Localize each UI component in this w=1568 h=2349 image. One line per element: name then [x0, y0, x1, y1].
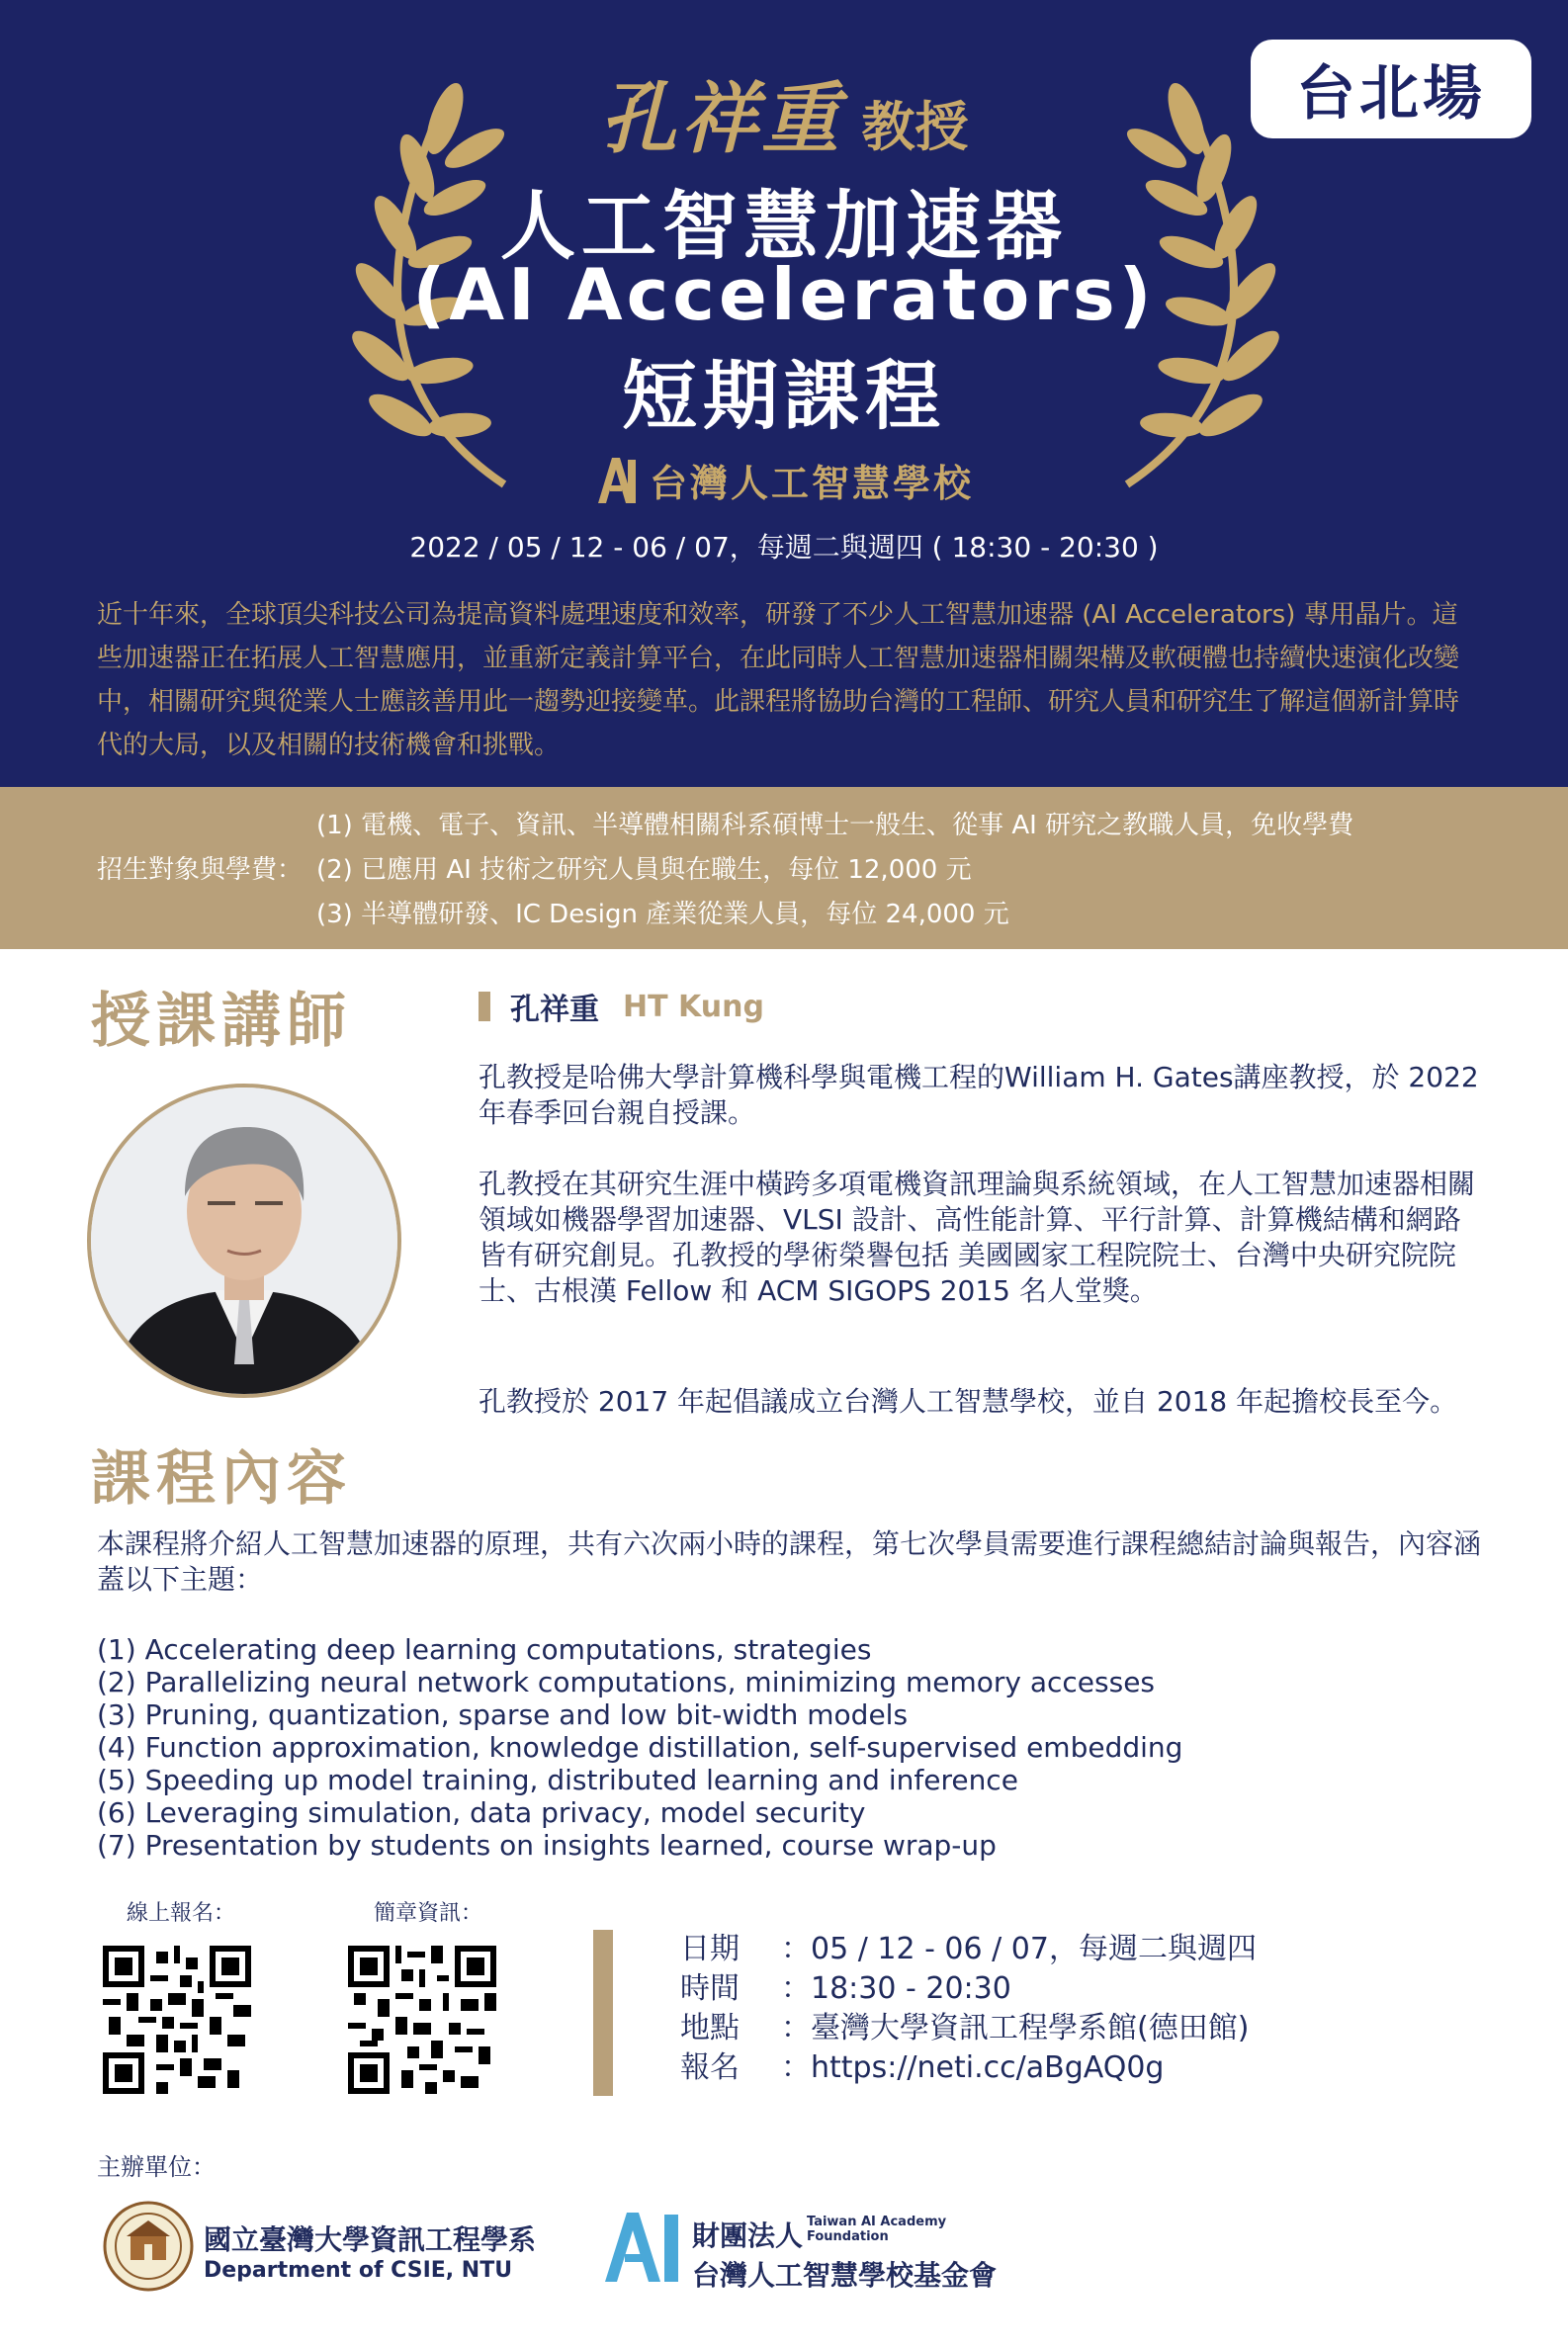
topic-item: (7) Presentation by students on insights learned, course wrap-up — [97, 1829, 997, 1862]
course-title-line3: 短期課程 — [622, 352, 946, 440]
instructor-name-cn: 孔祥重 — [510, 993, 599, 1027]
foundation-name-en-line1: Taiwan AI Academy — [807, 2215, 947, 2229]
foundation-name-cn-prefix: 財團法人 — [692, 2219, 804, 2252]
info-row-location — [680, 2009, 1257, 2048]
course-title-line2: (AI Accelerators) — [412, 253, 1156, 336]
professor-name: 孔祥重 — [599, 74, 843, 164]
course-section-title: 課程內容 — [91, 1444, 352, 1514]
registration-qr-code-icon[interactable] — [103, 1946, 251, 2094]
info-value: ：臺灣大學資訊工程學系館(德田館) — [781, 2011, 1250, 2045]
topic-item: (6) Leveraging simulation, data privacy, model security — [97, 1796, 866, 1829]
info-row-date — [680, 1930, 1257, 1969]
info-row-registration — [680, 2048, 1257, 2088]
registration-link[interactable]: ：https://neti.cc/aBgAQ0g — [781, 2050, 1165, 2085]
organizers-label: 主辦單位： — [97, 2153, 216, 2181]
foundation-name-cn: 台灣人工智慧學校基金會 — [692, 2259, 998, 2292]
admission-item: (2) 已應用 AI 技術之研究人員與在職生，每位 12,000 元 — [316, 855, 972, 885]
instructor-name-en: HT Kung — [623, 989, 764, 1024]
topic-item: (1) Accelerating deep learning computations, strategies — [97, 1633, 872, 1666]
admission-item: (1) 電機、電子、資訊、半導體相關科系碩博士一般生、從事 AI 研究之教職人員，免收學費 — [316, 811, 1354, 840]
name-accent-bar — [479, 992, 490, 1021]
ai-foundation-logo-icon — [601, 2209, 684, 2284]
course-info-block — [680, 1930, 1257, 2088]
ntu-name-en: Department of CSIE, NTU — [204, 2258, 513, 2283]
foundation-name-en — [807, 2215, 946, 2244]
info-row-time — [680, 1969, 1257, 2009]
info-key: 報名 — [680, 2050, 740, 2085]
professor-title: 教授 — [861, 96, 969, 158]
instructor-portrait-icon — [91, 1088, 397, 1394]
ai-school-logo-icon — [594, 456, 638, 505]
brochure-qr-label: 簡章資訊： — [374, 1901, 483, 1926]
registration-qr-label: 線上報名： — [127, 1901, 236, 1926]
instructor-name-row — [479, 985, 764, 1028]
topic-list — [97, 1633, 1182, 1862]
instructor-bio-paragraph: 孔教授在其研究生涯中橫跨多項電機資訊理論與系統領域，在人工智慧加速器相關領域如機器學習加速器、VLSI 設計、高性能計算、平行計算、計算機結構和網路皆有研究創見。孔教授的學術榮譽包括 美國國家工程院院士、台灣中央研究院院士、古根漢 Fellow 和 ACM SIGOPS 2015 名人堂獎。 — [479, 1168, 1476, 1307]
info-value: ：18:30 - 20:30 — [781, 1971, 1011, 2006]
topic-item: (4) Function approximation, knowledge distillation, self-supervised embedding — [97, 1731, 1183, 1764]
foundation-name-en-line2: Foundation — [807, 2229, 889, 2244]
course-content-intro: 本課程將介紹人工智慧加速器的原理，共有六次兩小時的課程，第七次學員需要進行課程總結討論與報告，內容涵蓋以下主題： — [97, 1527, 1482, 1596]
course-date-line: 2022 / 05 / 12 - 06 / 07，每週二與週四 ( 18:30 - 20:30 ) — [409, 531, 1159, 564]
brochure-qr-code-icon[interactable] — [348, 1946, 496, 2094]
instructor-bio-paragraph: 孔教授於 2017 年起倡議成立台灣人工智慧學校，並自 2018 年起擔校長至今。 — [479, 1385, 1458, 1418]
admission-band — [0, 787, 1568, 949]
ntu-seal-icon — [103, 2201, 194, 2292]
instructor-section-title: 授課講師 — [91, 987, 352, 1056]
admission-label: 招生對象與學費： — [97, 855, 304, 885]
course-intro-paragraph: 近十年來，全球頂尖科技公司為提高資料處理速度和效率，研發了不少人工智慧加速器 (AI Accelerators) 專用晶片。這些加速器正在拓展人工智慧應用，並重新定義計算平台，在此同時人工智慧加速器相關架構及軟硬體也持續快速演化改變中，相關研究與從業人士應該善用此一趨勢迎接變革。此課程將協助台灣的工程師、研究人員和研究生了解這個新計算時代的大局，以及相關的技術機會和挑戰。 — [97, 600, 1460, 760]
admission-item: (3) 半導體研發、IC Design 產業從業人員，每位 24,000 元 — [316, 900, 1009, 929]
instructor-photo — [87, 1084, 401, 1398]
topic-item: (5) Speeding up model training, distributed learning and inference — [97, 1764, 1018, 1796]
course-title-line1: 人工智慧加速器 — [500, 182, 1068, 270]
location-badge: 台北場 — [1251, 40, 1531, 138]
info-value: ：05 / 12 - 06 / 07，每週二與週四 — [781, 1932, 1257, 1966]
info-key: 地點 — [680, 2011, 740, 2045]
info-key: 日期 — [680, 1932, 740, 1966]
topic-item: (2) Parallelizing neural network computations, minimizing memory accesses — [97, 1666, 1156, 1698]
info-key: 時間 — [680, 1971, 740, 2006]
instructor-bio-paragraph: 孔教授是哈佛大學計算機科學與電機工程的William H. Gates講座教授，於 2022 年春季回台親自授課。 — [479, 1061, 1479, 1129]
ntu-name-cn: 國立臺灣大學資訊工程學系 — [204, 2223, 537, 2256]
hero-banner — [0, 0, 1568, 787]
school-brand — [0, 453, 1568, 507]
topic-item: (3) Pruning, quantization, sparse and low bit-width models — [97, 1698, 909, 1731]
school-name: 台灣人工智慧學校 — [649, 462, 974, 505]
professor-line — [0, 57, 1568, 168]
info-accent-bar — [593, 1930, 613, 2096]
